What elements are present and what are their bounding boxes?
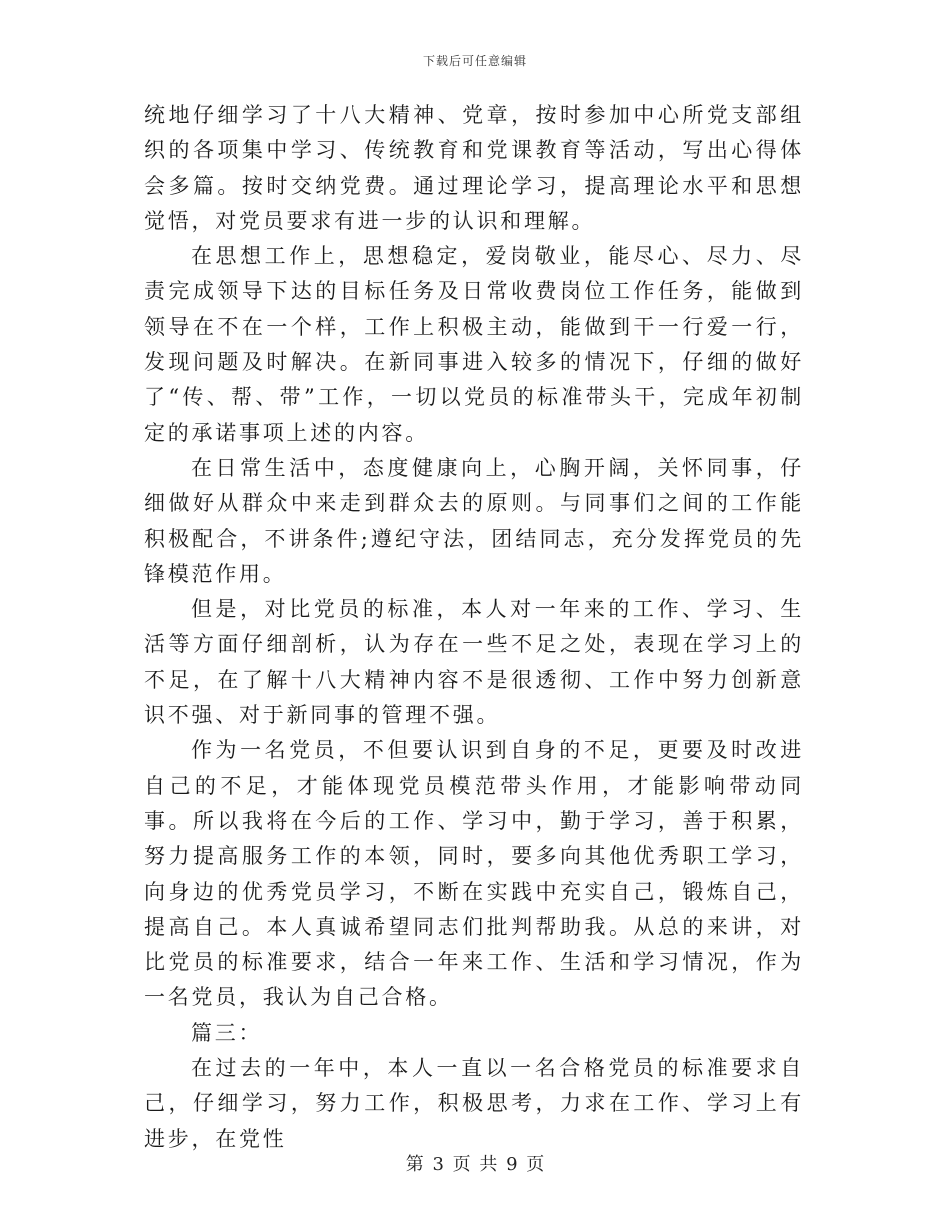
page-number-footer: 第 3 页 共 9 页	[405, 1154, 545, 1175]
paragraph: 在日常生活中，态度健康向上，心胸开阔，关怀同事，仔细做好从群众中来走到群众去的原则。与同事们之间的工作能积极配合，不讲条件;遵纪守法，团结同志，充分发挥党员的先锋模范作用。	[144, 455, 804, 586]
paragraph: 在思想工作上，思想稳定，爱岗敬业，能尽心、尽力、尽责完成领导下达的目标任务及日常收费岗位工作任务，能做到领导在不在一个样，工作上积极主动，能做到干一行爱一行，发现问题及时解决。在新同事进入较多的情况下，仔细的做好了“传、帮、带”工作，一切以党员的标准带头干，完成年初制定的承诺事项上述的内容。	[144, 244, 804, 445]
paragraph: 在过去的一年中，本人一直以一名合格党员的标准要求自己，仔细学习，努力工作，积极思考，力求在工作、学习上有进步，在党性	[144, 1056, 804, 1151]
section-heading: 篇三：	[191, 1020, 263, 1045]
document-body	[144, 98, 804, 1157]
paragraph: 统地仔细学习了十八大精神、党章，按时参加中心所党支部组织的各项集中学习、传统教育和党课教育等活动，写出心得体会多篇。按时交纳党费。通过理论学习，提高理论水平和思想觉悟，对党员要求有进一步的认识和理解。	[144, 103, 804, 233]
paragraph: 作为一名党员，不但要认识到自身的不足，更要及时改进自己的不足，才能体现党员模范带头作用，才能影响带动同事。所以我将在今后的工作、学习中，勤于学习，善于积累，努力提高服务工作的本领，同时，要多向其他优秀职工学习，向身边的优秀党员学习，不断在实践中充实自己，锻炼自己，提高自己。本人真诚希望同志们批判帮助我。从总的来讲，对比党员的标准要求，结合一年来工作、生活和学习情况，作为一名党员，我认为自己合格。	[144, 738, 804, 1010]
page-header: 下载后可任意编辑	[422, 54, 527, 68]
paragraph: 但是，对比党员的标准，本人对一年来的工作、学习、生活等方面仔细剖析，认为存在一些不足之处，表现在学习上的不足，在了解十八大精神内容不是很透彻、工作中努力创新意识不强、对于新同事的管理不强。	[144, 597, 804, 728]
